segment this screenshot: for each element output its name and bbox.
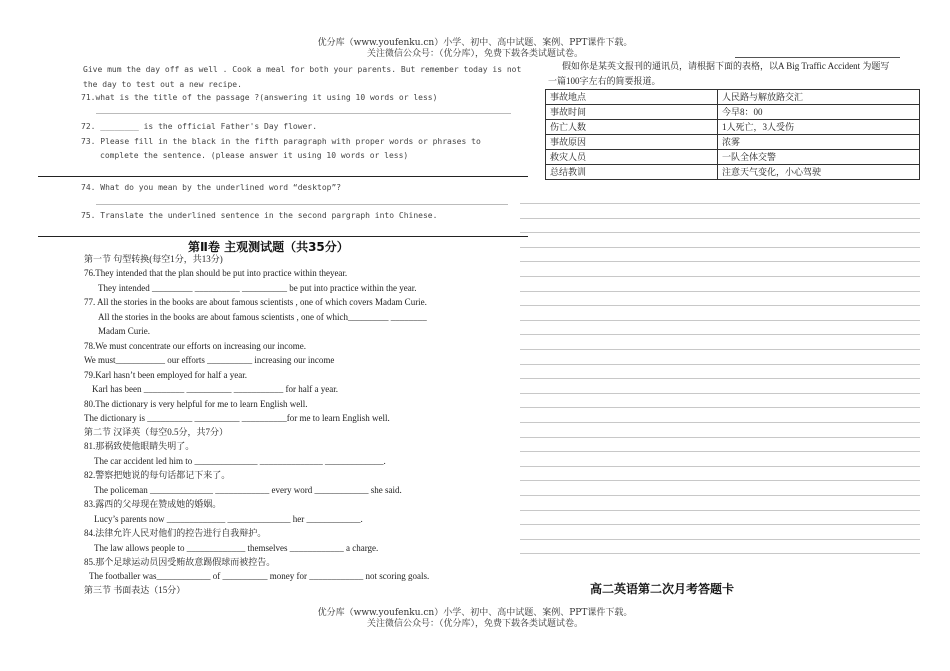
- table-row: [546, 150, 920, 165]
- section-divider-2: [38, 236, 528, 237]
- writing-line[interactable]: [520, 203, 920, 204]
- question-74: 74. What do you mean by the underlined word “desktop”?: [81, 183, 342, 192]
- q78-sentence: 78.We must concentrate our efforts on increasing our income.: [84, 341, 307, 351]
- q84-blanks[interactable]: The law allows people to _____________ themselves ____________ a charge.: [94, 543, 379, 553]
- header-line-1: 优分库（www.youfenku.cn）小学、初中、高中试题、案例、PPT课件下载。: [317, 38, 633, 48]
- section-title: 第Ⅱ卷 主观测试题（共35分）: [188, 240, 349, 254]
- writing-line[interactable]: [520, 320, 920, 321]
- question-72: 72. ________ is the official Father's Day flower.: [81, 122, 318, 131]
- table-value: 1人死亡，3人受伤: [718, 120, 920, 135]
- header-rule: [735, 57, 900, 58]
- writing-prompt-line-1: 假如你是某英文报刊的通讯员，请根据下面的表格，以A Big Traffic Accident 为题写: [562, 61, 890, 71]
- table-row: [546, 120, 920, 135]
- part-1-heading: 第一节 句型转换(每空1分，共13分): [84, 254, 223, 264]
- table-key: 事故时间: [546, 105, 718, 120]
- q77-blanks-cont: Madam Curie.: [98, 326, 150, 336]
- q78-blanks[interactable]: We must___________ our efforts __________ increasing our income: [84, 355, 335, 365]
- table-value: 今早8：00: [718, 105, 920, 120]
- header-line-2: 关注微信公众号：（优分库），免费下载各类试题试卷。: [366, 49, 583, 59]
- q84-chinese: 84.法律允许人民对他们的控告进行自我辩护。: [84, 528, 267, 538]
- writing-line[interactable]: [520, 422, 920, 423]
- table-row: [546, 90, 920, 105]
- table-value: 一队全体交警: [718, 150, 920, 165]
- writing-line[interactable]: [520, 218, 920, 219]
- part-3-heading: 第三节 书面表达（15分）: [84, 585, 186, 595]
- q76-blanks[interactable]: They intended _________ __________ __________ be put into practice within the year.: [98, 283, 417, 293]
- q81-blanks[interactable]: The car accident led him to ______________ ______________ _____________.: [94, 456, 386, 466]
- q79-blanks[interactable]: Karl has been _________ __________ ___________ for half a year.: [92, 384, 338, 394]
- writing-line[interactable]: [520, 495, 920, 496]
- q76-sentence: 76.They intended that the plan should be put into practice within theyear.: [84, 268, 348, 278]
- question-73-line-1: 73. Please fill in the black in the fifth paragraph with proper words or phrases to: [81, 137, 481, 146]
- writing-line[interactable]: [520, 291, 920, 292]
- question-75: 75. Translate the underlined sentence in the second pargraph into Chinese.: [81, 211, 438, 220]
- table-row: [546, 105, 920, 120]
- writing-line[interactable]: [520, 276, 920, 277]
- passage-line-2: the day to test out a new recipe.: [83, 80, 242, 89]
- q83-chinese: 83.露西的父母现在赞成她的婚姻。: [84, 499, 222, 509]
- q85-chinese: 85.那个足球运动员因受贿故意踢假球而被控告。: [84, 557, 276, 567]
- table-value: 人民路与解放路交汇: [718, 90, 920, 105]
- q83-blanks[interactable]: Lucy’s parents now _____________ ______________ her ____________.: [94, 514, 363, 524]
- footer-line-1: 优分库（www.youfenku.cn）小学、初中、高中试题、案例、PPT课件下载。: [317, 608, 633, 618]
- table-row: [546, 135, 920, 150]
- section-divider-1: [38, 176, 528, 177]
- table-value: 浓雾: [718, 135, 920, 150]
- question-73-line-2: complete the sentence. (please answer it using 10 words or less): [100, 151, 409, 160]
- q77-blanks[interactable]: All the stories in the books are about famous scientists , one of which_________ ________: [98, 312, 427, 322]
- writing-line[interactable]: [520, 261, 920, 262]
- writing-line[interactable]: [520, 232, 920, 233]
- footer-line-2: 关注微信公众号：（优分库），免费下载各类试题试卷。: [366, 619, 583, 629]
- table-key: 事故原因: [546, 135, 718, 150]
- writing-line[interactable]: [520, 247, 920, 248]
- table-key: 伤亡人数: [546, 120, 718, 135]
- q80-sentence: 80.The dictionary is very helpful for me to learn English well.: [84, 399, 308, 409]
- writing-line[interactable]: [520, 480, 920, 481]
- writing-line[interactable]: [520, 378, 920, 379]
- writing-line[interactable]: [520, 466, 920, 467]
- writing-line[interactable]: [520, 407, 920, 408]
- table-row: [546, 165, 920, 180]
- q79-sentence: 79.Karl hasn’t been employed for half a year.: [84, 370, 248, 380]
- accident-info-table: [545, 89, 920, 180]
- table-key: 救灾人员: [546, 150, 718, 165]
- q85-blanks[interactable]: The footballer was____________ of __________ money for ____________ not scoring goals.: [89, 571, 430, 581]
- table-value: 注意天气变化，小心驾驶: [718, 165, 920, 180]
- q81-chinese: 81.那祸致使他眼睛失明了。: [84, 441, 195, 451]
- writing-line[interactable]: [520, 451, 920, 452]
- writing-prompt-line-2: 一篇100字左右的简要报道。: [548, 76, 661, 86]
- q80-blanks[interactable]: The dictionary is __________ __________ __________for me to learn English well.: [84, 413, 390, 423]
- writing-line[interactable]: [520, 334, 920, 335]
- question-71: 71.what is the title of the passage ?(answering it using 10 words or less): [81, 93, 438, 102]
- table-key: 总结教训: [546, 165, 718, 180]
- q82-chinese: 82.警察把她说的每句话都记下来了。: [84, 470, 231, 480]
- passage-line-1: Give mum the day off as well . Cook a meal for both your parents. But remember today is not: [83, 65, 522, 74]
- part-2-heading: 第二节 汉译英（每空0.5分，共7分）: [84, 427, 229, 437]
- answer-line-71[interactable]: [96, 113, 511, 114]
- answer-card-title: 高二英语第二次月考答题卡: [590, 582, 735, 596]
- writing-line[interactable]: [520, 393, 920, 394]
- writing-line[interactable]: [520, 349, 920, 350]
- writing-line[interactable]: [520, 364, 920, 365]
- writing-line[interactable]: [520, 437, 920, 438]
- writing-line[interactable]: [520, 524, 920, 525]
- writing-line[interactable]: [520, 553, 920, 554]
- table-key: 事故地点: [546, 90, 718, 105]
- writing-line[interactable]: [520, 539, 920, 540]
- writing-line[interactable]: [520, 305, 920, 306]
- q77-sentence: 77. All the stories in the books are about famous scientists , one of which covers Madam Curie.: [84, 297, 427, 307]
- writing-line[interactable]: [520, 510, 920, 511]
- answer-line-74[interactable]: [96, 204, 508, 205]
- q82-blanks[interactable]: The policeman ______________ ____________ every word ____________ she said.: [94, 485, 402, 495]
